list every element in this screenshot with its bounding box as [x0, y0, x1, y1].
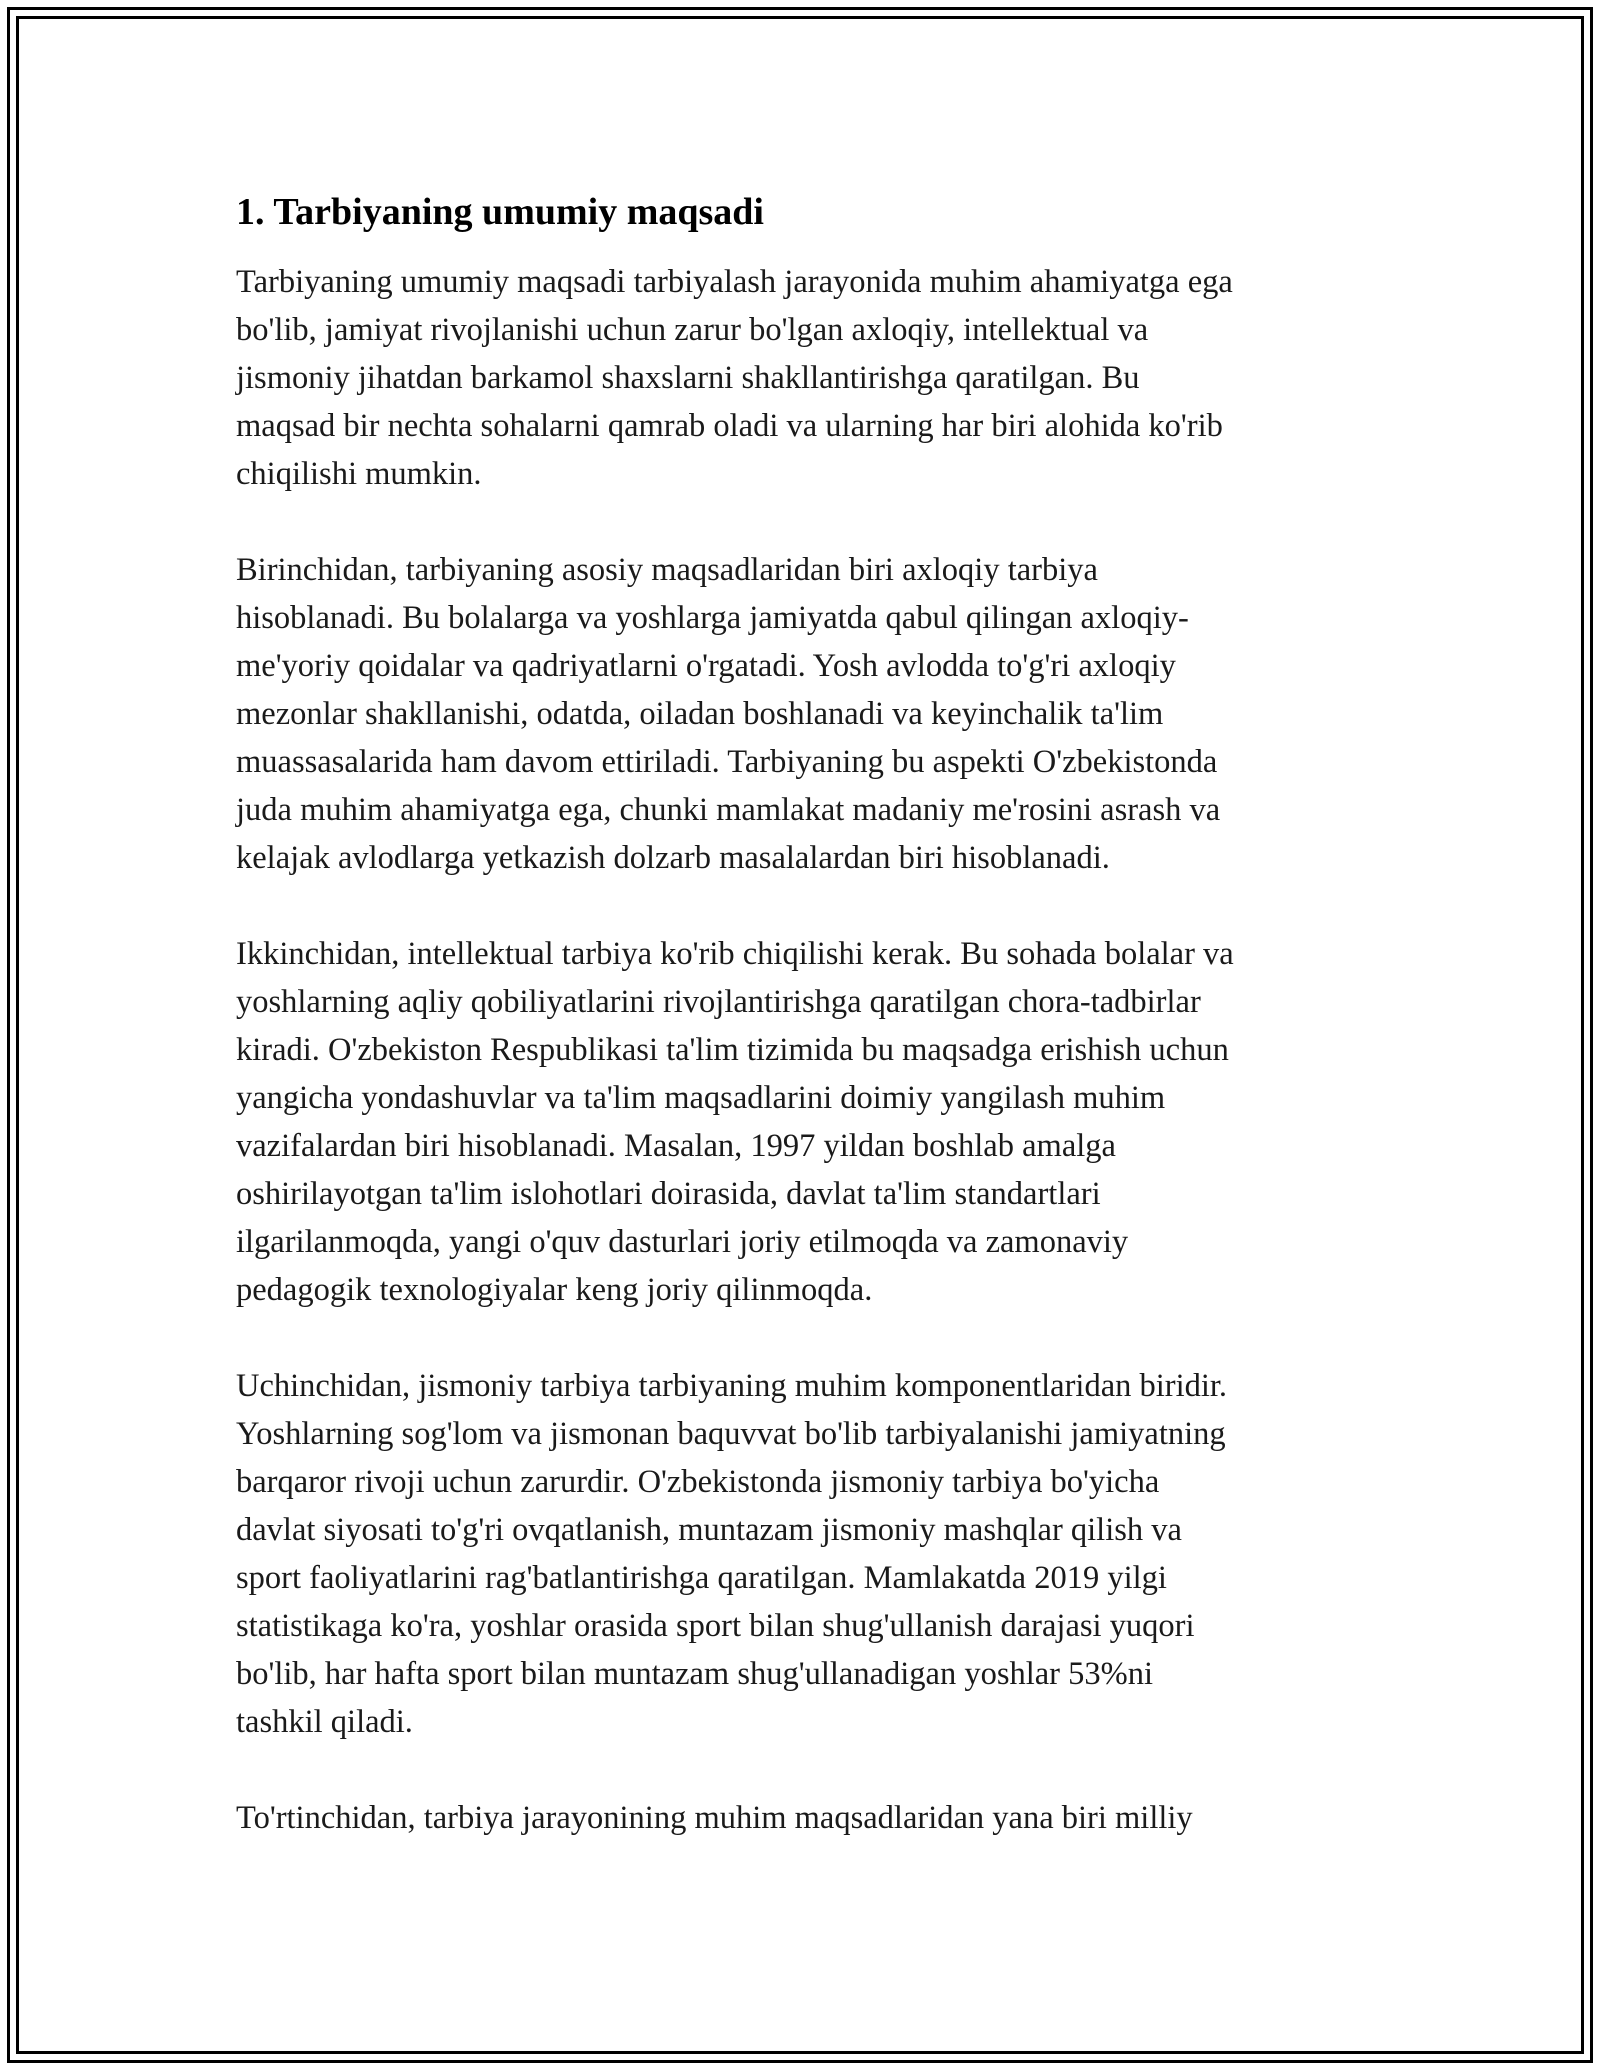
document-body: [236, 186, 1386, 1890]
paragraph-physical-education: Uchinchidan, jismoniy tarbiya tarbiyaning muhim komponentlaridan biridir. Yoshlarning sog'lom va jismonan baquvvat bo'lib tarbiyalanishi jamiyatning barqaror rivoji uchun zarurdir. O'zbekistonda jismoniy tarbiya bo'yicha davlat siyosati to'g'ri ovqatlanish, muntazam jismoniy mashqlar qilish va sport faoliyatlarini rag'batlantirishga qaratilgan. Mamlakatda 2019 yilgi statistikaga ko'ra, yoshlar orasida sport bilan shug'ullanish darajasi yuqori bo'lib, har hafta sport bilan muntazam shug'ullanadigan yoshlar 53%ni tashkil qiladi.: [236, 1368, 1228, 1740]
paragraph-intellectual-education: Ikkinchidan, intellektual tarbiya ko'rib chiqilishi kerak. Bu sohada bolalar va yoshlarning aqliy qobiliyatlarini rivojlantirishga qaratilgan chora-tadbirlar kiradi. O'zbekiston Respublikasi ta'lim tizimida bu maqsadga erishish uchun yangicha yondashuvlar va ta'lim maqsadlarini doimiy yangilash muhim vazifalardan biri hisoblanadi. Masalan, 1997 yildan boshlab amalga oshirilayotgan ta'lim islohotlari doirasida, davlat ta'lim standartlari ilgarilanmoqda, yangi o'quv dasturlari joriy etilmoqda va zamonaviy pedagogik texnologiyalar keng joriy qilinmoqda.: [236, 936, 1234, 1308]
paragraph-intro: Tarbiyaning umumiy maqsadi tarbiyalash jarayonida muhim ahamiyatga ega bo'lib, jamiyat rivojlanishi uchun zarur bo'lgan axloqiy, intellektual va jismoniy jihatdan barkamol shaxslarni shakllantirishga qaratilgan. Bu maqsad bir nechta sohalarni qamrab oladi va ularning har biri alohida ko'rib chiqilishi mumkin.: [236, 264, 1233, 492]
paragraph-national-education: To'rtinchidan, tarbiya jarayonining muhim maqsadlaridan yana biri milliy: [236, 1800, 1193, 1836]
paragraph-moral-education: Birinchidan, tarbiyaning asosiy maqsadlaridan biri axloqiy tarbiya hisoblanadi. Bu bolalarga va yoshlarga jamiyatda qabul qilingan axloqiy- me'yoriy qoidalar va qadriyatlarni o'rgatadi. Yosh avlodda to'g'ri axloqiy mezonlar shakllanishi, odatda, oiladan boshlanadi va keyinchalik ta'lim muassasalarida ham davom ettiriladi. Tarbiyaning bu aspekti O'zbekistonda juda muhim ahamiyatga ega, chunki mamlakat madaniy me'rosini asrash va kelajak avlodlarga yetkazish dolzarb masalalardan biri hisoblanadi.: [236, 552, 1221, 876]
section-heading: 1. Tarbiyaning umumiy maqsadi: [236, 191, 764, 233]
